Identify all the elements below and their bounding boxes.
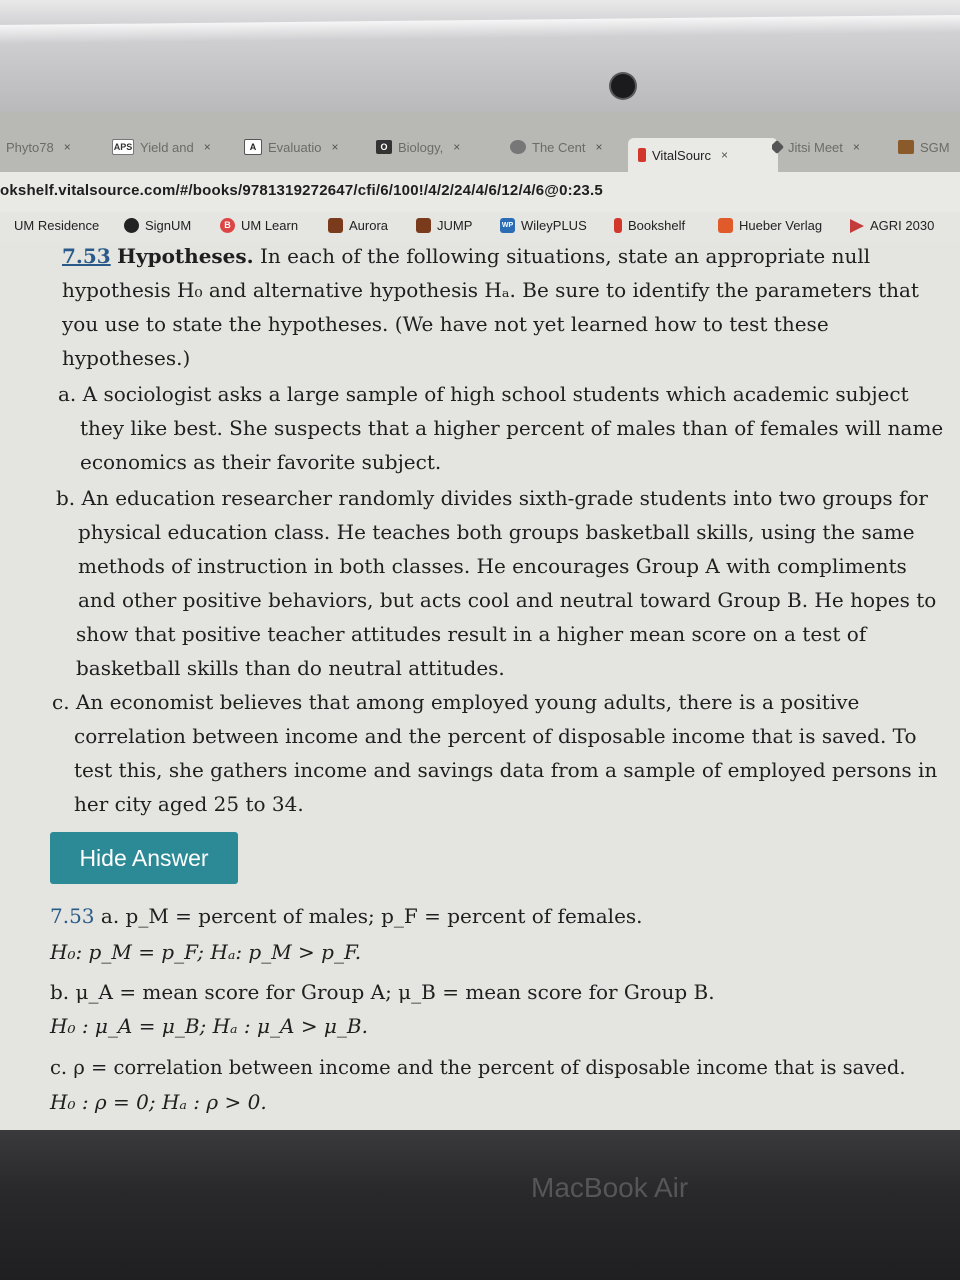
close-icon[interactable]: ×	[331, 140, 339, 154]
answer-b-line2: H₀ : μ_A = μ_B; Hₐ : μ_A > μ_B.	[50, 1014, 368, 1038]
tab-the-center[interactable]	[510, 132, 620, 162]
bookmark-bookshelf[interactable]	[614, 218, 685, 233]
laptop-bezel-bottom	[0, 1130, 960, 1280]
address-bar[interactable]	[0, 172, 960, 212]
bookmark-agri[interactable]	[850, 218, 934, 233]
part-c-line: her city aged 25 to 34.	[74, 792, 304, 816]
um-crest-icon	[416, 218, 431, 233]
bookmark-label: SignUM	[145, 218, 192, 233]
problem-heading	[62, 244, 870, 268]
browser-window	[0, 112, 960, 1130]
answer-a-line2: H₀: p_M = p_F; Hₐ: p_M > p_F.	[50, 940, 362, 964]
globe-icon	[510, 140, 526, 154]
bookmark-aurora[interactable]	[328, 218, 388, 233]
part-c-line: correlation between income and the percent of disposable income that is saved. To	[74, 724, 917, 748]
wileyplus-icon: WP	[500, 218, 515, 233]
tab-label: Jitsi Meet	[788, 139, 843, 155]
laptop-bezel-top	[0, 0, 960, 112]
part-b-line: basketball skills than do neutral attitudes.	[76, 656, 505, 680]
close-icon[interactable]: ×	[852, 140, 860, 154]
bookmark-label: WileyPLUS	[521, 218, 587, 233]
hueber-icon	[718, 218, 733, 233]
vitalsource-icon	[614, 218, 622, 233]
bookmark-um-learn[interactable]	[220, 218, 298, 233]
tab-vitalsource[interactable]	[628, 138, 778, 172]
bookmark-wileyplus[interactable]	[500, 218, 587, 233]
tab-sgm[interactable]	[898, 132, 960, 162]
part-c-line: test this, she gathers income and savings data from a sample of employed persons in	[74, 758, 938, 782]
ebook-page	[0, 242, 960, 1130]
webcam	[611, 74, 635, 98]
intro-line: hypothesis H₀ and alternative hypothesis Hₐ. Be sure to identify the parameters that	[62, 278, 919, 302]
tab-label: Biology,	[398, 139, 444, 155]
bookmark-hueber[interactable]	[718, 218, 822, 233]
close-icon[interactable]: ×	[721, 148, 729, 162]
bookmark-label: AGRI 2030	[870, 218, 935, 233]
answer-c-line2: H₀ : ρ = 0; Hₐ : ρ > 0.	[50, 1090, 267, 1114]
part-a-line: economics as their favorite subject.	[80, 450, 442, 474]
part-b-line: show that positive teacher attitudes result in a higher mean score on a test of	[76, 622, 867, 646]
part-a-line: they like best. She suspects that a higher percent of males than of females will name	[80, 416, 944, 440]
part-b-line: and other positive behaviors, but acts cool and neutral toward Group B. He hopes to	[78, 588, 937, 612]
bookmark-um-residence[interactable]	[14, 218, 99, 233]
bookmark-label: Hueber Verlag	[739, 218, 823, 233]
tab-jitsi[interactable]	[772, 132, 882, 162]
device-label: MacBook Air	[531, 1172, 689, 1203]
tab-label: The Cent	[532, 139, 586, 155]
bookmark-label: UM Learn	[241, 218, 299, 233]
part-b-line: methods of instruction in both classes. He encourages Group A with compliments	[78, 554, 907, 578]
answer-c-line1: c. ρ = correlation between income and the percent of disposable income that is saved.	[50, 1056, 906, 1079]
answer-b-line1: b. μ_A = mean score for Group A; μ_B = mean score for Group B.	[50, 980, 715, 1004]
intro-line: In each of the following situations, state an appropriate null	[253, 244, 871, 268]
tab-label: SGM	[920, 139, 950, 155]
bookmark-label: JUMP	[437, 218, 473, 233]
play-icon	[850, 219, 864, 233]
tab-label: VitalSourc	[652, 147, 712, 163]
bookmark-label: UM Residence	[14, 218, 100, 233]
hide-answer-button[interactable]: Hide Answer	[50, 832, 238, 884]
close-icon[interactable]: ×	[453, 140, 461, 154]
close-icon[interactable]: ×	[203, 140, 211, 154]
answer-number: 7.53	[50, 904, 95, 928]
bookmark-jump[interactable]	[416, 218, 472, 233]
brightspace-icon: B	[220, 218, 235, 233]
close-icon[interactable]: ×	[63, 140, 71, 154]
problem-title: Hypotheses.	[117, 244, 254, 268]
tab-evaluation[interactable]	[244, 132, 354, 162]
bookmark-label: Aurora	[349, 218, 389, 233]
part-b-line: b. An education researcher randomly divides sixth-grade students into two groups for	[56, 486, 928, 510]
tab-label: Phyto78	[6, 139, 54, 155]
answer-a-line1	[50, 904, 643, 928]
jitsi-icon	[772, 140, 784, 154]
part-b-line: physical education class. He teaches both groups basketball skills, using the same	[78, 520, 915, 544]
bookmark-label: Bookshelf	[628, 218, 686, 233]
close-icon[interactable]: ×	[595, 140, 603, 154]
tab-label: Evaluatio	[268, 139, 322, 155]
bookmark-signum[interactable]	[124, 218, 191, 233]
part-c-line: c. An economist believes that among employed young adults, there is a positive	[52, 690, 860, 714]
letter-a-icon: A	[244, 139, 262, 155]
tab-phyto[interactable]	[6, 132, 94, 162]
um-crest-icon	[328, 218, 343, 233]
sgm-icon	[898, 140, 914, 154]
intro-line: hypotheses.)	[62, 346, 191, 370]
url-text[interactable]: okshelf.vitalsource.com/#/books/9781319272647/cfi/6/100!/4/2/24/4/6/12/4/6@0:23.5	[0, 182, 603, 199]
intro-line: you use to state the hypotheses. (We have not yet learned how to test these	[62, 312, 829, 336]
tab-bar	[0, 112, 960, 172]
tab-biology[interactable]	[376, 132, 486, 162]
tab-yield[interactable]	[112, 132, 228, 162]
tab-label: Yield and	[140, 139, 194, 155]
problem-number-link[interactable]: 7.53	[62, 244, 111, 268]
part-a-line: a. A sociologist asks a large sample of high school students which academic subject	[58, 382, 909, 406]
signum-icon	[124, 218, 139, 233]
openstax-icon: O	[376, 140, 392, 154]
vitalsource-icon	[638, 148, 646, 162]
bookmarks-bar	[0, 212, 960, 242]
answer-text: a. p_M = percent of males; p_F = percent of females.	[94, 904, 643, 928]
aps-icon: APS	[112, 139, 134, 155]
